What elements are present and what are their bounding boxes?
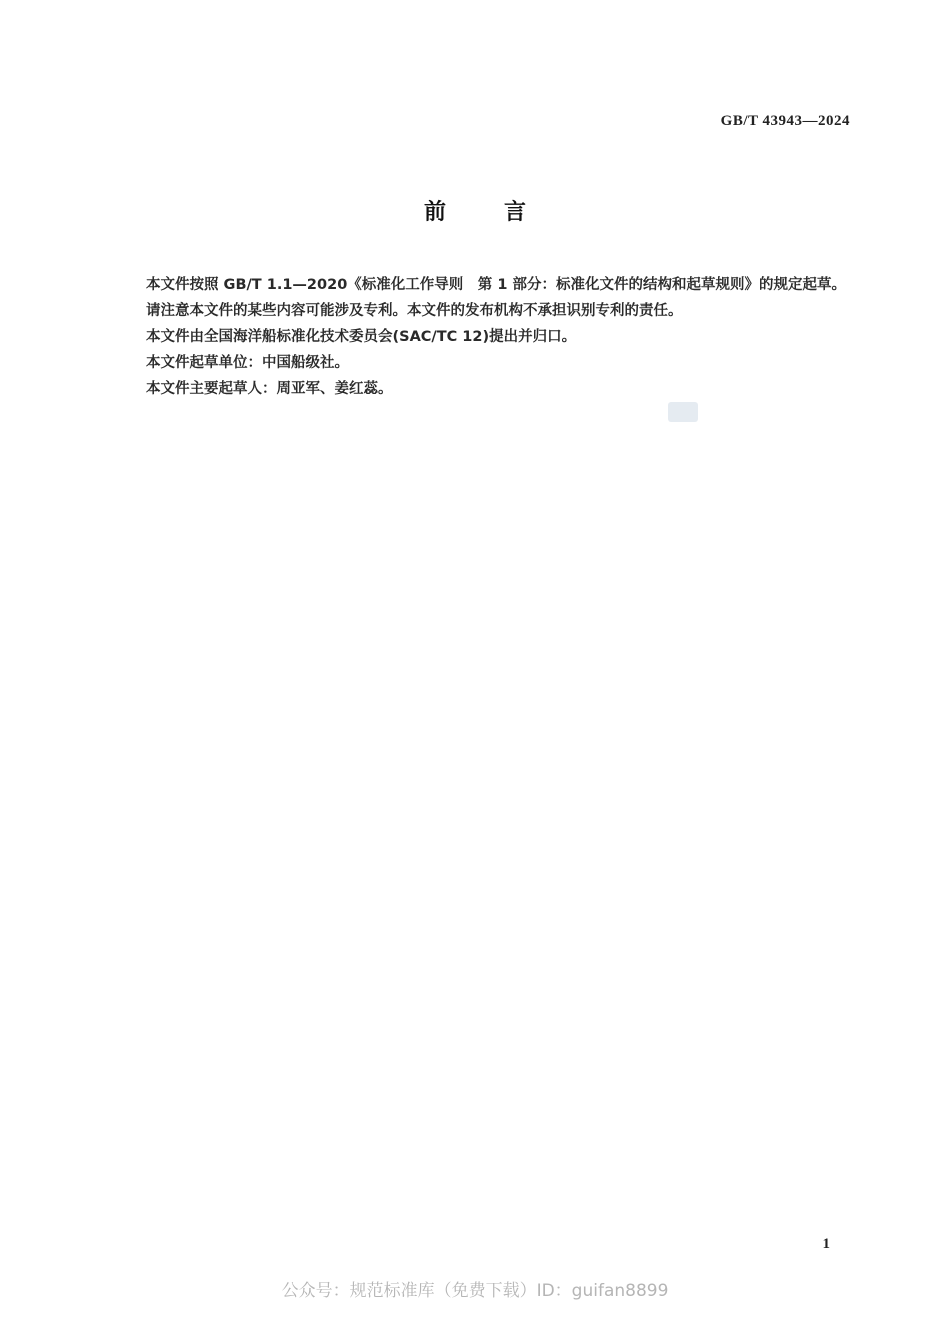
page-number: 1	[822, 1236, 830, 1252]
paragraph-committee: 本文件由全国海洋船标准化技术委员会(SAC/TC 12)提出并归口。	[146, 329, 577, 345]
footer-watermark: 公众号：规范标准库（免费下载）ID：guifan8899	[281, 1281, 669, 1301]
paragraph-drafting-rules: 本文件按照 GB/T 1.1—2020《标准化工作导则 第 1 部分：标准化文件的结构和起草规则》的规定起草。	[146, 277, 846, 293]
foreword-body	[114, 272, 852, 402]
paragraph-drafters: 本文件主要起草人：周亚军、姜红蕊。	[146, 381, 393, 397]
faded-stamp-mark	[668, 402, 698, 422]
page-title: 前言	[423, 200, 584, 225]
standard-code: GB/T 43943—2024	[720, 113, 850, 129]
paragraph-drafting-unit: 本文件起草单位：中国船级社。	[146, 355, 349, 371]
paragraph-patent-notice: 请注意本文件的某些内容可能涉及专利。本文件的发布机构不承担识别专利的责任。	[146, 303, 683, 319]
